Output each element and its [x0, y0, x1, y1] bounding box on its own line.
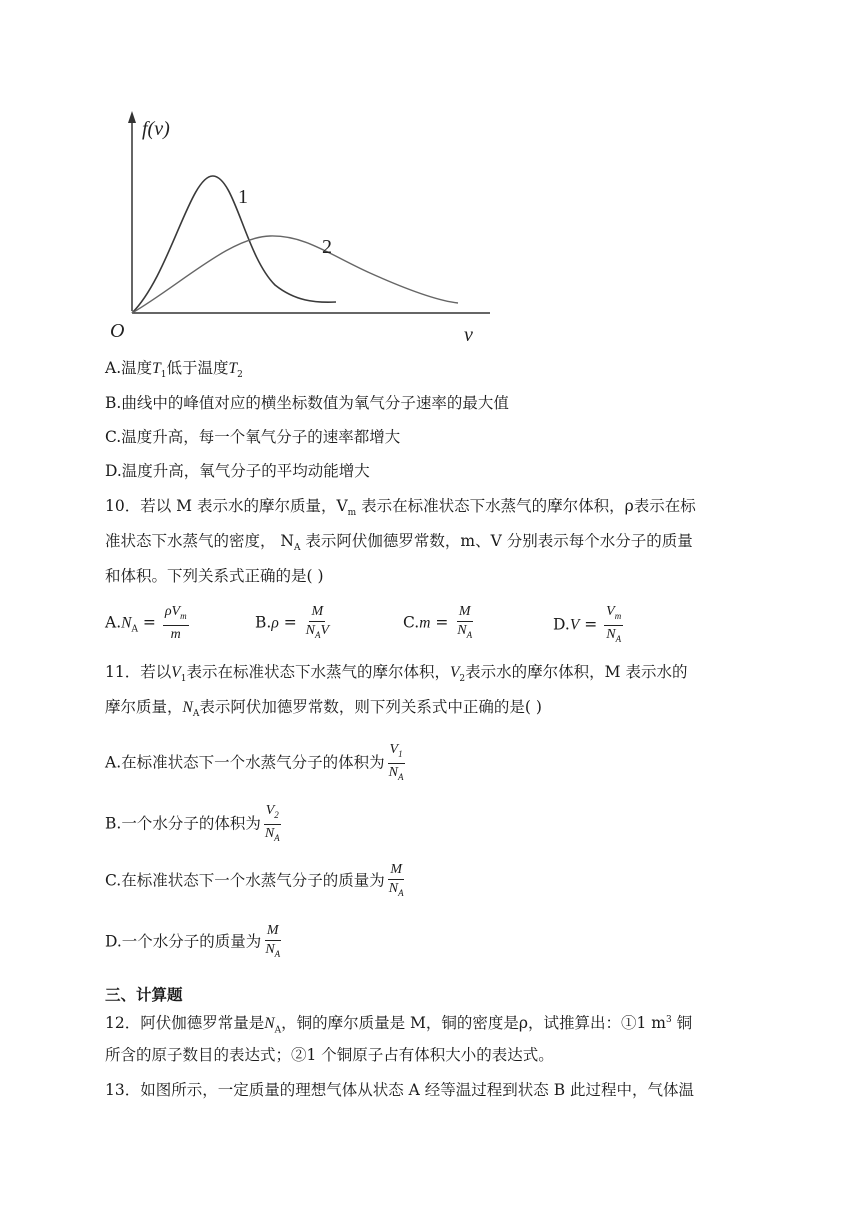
- q11-line1-a: 11．若以: [105, 663, 172, 681]
- q11-b-numerator: V: [265, 803, 275, 818]
- q11-c-denominator-sub: A: [398, 887, 404, 898]
- q10-d-lhs: V: [569, 616, 580, 634]
- q11-line-1: [105, 662, 687, 689]
- q9-a-prefix: A.温度: [105, 359, 153, 377]
- q9-a-mid: 低于温度: [166, 359, 229, 377]
- q12-line-2: 所含的原子数目的表达式；②1 个铜原子占有体积大小的表达式。: [105, 1046, 554, 1064]
- q11-d-fraction: [263, 923, 282, 962]
- q12-line1-a: 12．阿伏伽德罗常量是: [105, 1014, 265, 1033]
- q10-option-b: [255, 604, 331, 643]
- q11-c-fraction: [387, 862, 406, 901]
- q9-option-a: [105, 358, 243, 385]
- q11-a-fraction: [387, 742, 406, 785]
- q9-option-b: B.曲线中的峰值对应的横坐标数值为氧气分子速率的最大值: [105, 394, 509, 412]
- q10-c-lhs: m: [419, 614, 431, 632]
- q9-option-c: C.温度升高，每一个氧气分子的速率都增大: [105, 428, 401, 446]
- q10-c-fraction: [455, 604, 474, 643]
- q10-a-fraction: [163, 604, 189, 643]
- q11-line1-c: 表示水的摩尔体积，M 表示水的: [465, 663, 688, 681]
- origin-label: O: [110, 320, 125, 342]
- q11-option-b: [105, 803, 282, 846]
- equals-sign: =: [278, 613, 302, 632]
- q11-option-a: [105, 742, 405, 785]
- curve-2-label: 2: [322, 236, 332, 258]
- q10-line1-rest: 表示在标准状态下水蒸气的摩尔体积，ρ表示在标: [356, 497, 696, 515]
- q10-d-denominator-sub: A: [615, 633, 622, 644]
- q10-a-label: A.: [105, 613, 122, 632]
- q11-d-denominator-sub: A: [274, 948, 281, 959]
- q11-a-numerator-sub: 1: [398, 748, 403, 759]
- q11-c-text: C.在标准状态下一个水蒸气分子的质量为: [105, 871, 385, 890]
- equals-sign: =: [579, 615, 603, 634]
- v1-symbol: V: [171, 664, 181, 681]
- velocity-distribution-graph: [100, 105, 500, 350]
- q11-d-numerator: M: [265, 923, 281, 941]
- equals-sign: =: [430, 613, 454, 632]
- q10-b-denominator: N: [305, 623, 315, 638]
- q10-line2-text: 准状态下水蒸气的密度， N: [105, 532, 294, 550]
- q10-option-c: [403, 604, 474, 643]
- na-symbol: N: [264, 1015, 275, 1033]
- q10-a-numerator-sub: m: [180, 610, 187, 621]
- q11-line2-a: 摩尔质量，: [105, 698, 183, 716]
- q13-line-1: 13．如图所示，一定质量的理想气体从状态 A 经等温过程到状态 B 此过程中，气体温: [105, 1081, 695, 1099]
- q11-b-denominator: N: [264, 825, 275, 841]
- q11-c-denominator: N: [388, 881, 399, 896]
- q11-b-numerator-sub: 2: [274, 809, 279, 820]
- q11-a-denominator-sub: A: [397, 771, 404, 782]
- q11-line2-b: 表示阿伏加德罗常数，则下列关系式中正确的是( ): [199, 698, 542, 716]
- q12-line-1: [105, 1010, 692, 1040]
- na-subscript: A: [294, 543, 301, 554]
- q10-option-d: [553, 604, 623, 647]
- q11-a-denominator: N: [388, 764, 398, 780]
- q11-line-2: [105, 697, 542, 724]
- q10-d-numerator-sub: m: [614, 610, 622, 621]
- na-symbol: N: [182, 699, 193, 716]
- t1-subscript: 1: [160, 370, 167, 381]
- q11-b-text: B.一个水分子的体积为: [105, 814, 261, 833]
- t1-symbol: T: [152, 360, 161, 377]
- q11-b-denominator-sub: A: [274, 832, 280, 843]
- q11-a-numerator: V: [389, 742, 399, 757]
- cubic-superscript: 3: [665, 1015, 672, 1025]
- q10-a-denominator: m: [170, 626, 181, 642]
- q10-line1-text: 10．若以 M 表示水的摩尔质量，V: [105, 497, 348, 515]
- t2-subscript: 2: [237, 370, 243, 381]
- equals-sign: =: [137, 613, 161, 632]
- q10-b-label: B.: [255, 613, 272, 632]
- q11-option-c: [105, 862, 406, 901]
- y-axis-arrow: [128, 111, 136, 123]
- q10-line-2: [105, 531, 693, 558]
- q10-d-denominator: N: [606, 626, 616, 642]
- q9-option-d: D.温度升高，氧气分子的平均动能增大: [105, 462, 370, 480]
- q10-a-numerator: ρV: [164, 604, 181, 619]
- v2-symbol: V: [449, 664, 460, 681]
- v1-subscript: 1: [180, 674, 187, 685]
- q11-c-numerator: M: [388, 862, 404, 880]
- q10-b-denominator-rest: V: [320, 623, 330, 638]
- q10-b-denominator-sub: A: [314, 629, 321, 640]
- q10-d-label: D.: [553, 615, 570, 634]
- q11-line1-b: 表示在标准状态下水蒸气的摩尔体积，: [186, 663, 450, 681]
- t2-symbol: T: [228, 360, 238, 377]
- q12-line1-c: 铜: [671, 1014, 693, 1033]
- v2-subscript: 2: [459, 674, 466, 685]
- curve-1-label: 1: [238, 186, 248, 208]
- vm-subscript: m: [347, 508, 357, 519]
- q12-line1-b: ，铜的摩尔质量是 M，铜的密度是ρ，试推算出：①1 m: [281, 1014, 666, 1033]
- q10-b-lhs: ρ: [271, 614, 279, 632]
- na-subscript: A: [192, 709, 200, 720]
- curve-2: [132, 236, 458, 313]
- q10-c-denominator: N: [457, 623, 467, 638]
- q10-line-1: [105, 496, 696, 523]
- q11-option-d: [105, 923, 282, 962]
- q10-c-numerator: M: [457, 604, 473, 622]
- q11-a-text: A.在标准状态下一个水蒸气分子的体积为: [105, 753, 385, 772]
- q10-a-lhs-sub: A: [131, 624, 138, 635]
- q10-a-lhs: N: [121, 614, 132, 632]
- q11-d-text: D.一个水分子的质量为: [105, 932, 262, 951]
- q10-c-denominator-sub: A: [466, 629, 473, 640]
- q10-option-a: [105, 604, 189, 643]
- q11-d-denominator: N: [265, 942, 275, 957]
- q10-c-label: C.: [403, 613, 420, 632]
- na-subscript: A: [274, 1025, 282, 1036]
- q10-d-fraction: [604, 604, 623, 647]
- section-heading-calculation: 三、计算题: [105, 986, 183, 1004]
- q10-b-fraction: [304, 604, 331, 643]
- q11-b-fraction: [263, 803, 282, 846]
- q10-b-numerator: M: [309, 604, 325, 622]
- q10-line-3: 和体积。下列关系式正确的是( ): [105, 567, 324, 585]
- q10-d-numerator: V: [606, 604, 615, 619]
- y-axis-label: f(v): [142, 118, 170, 140]
- q10-line2-rest: 表示阿伏伽德罗常数，m、V 分别表示每个水分子的质量: [300, 532, 693, 550]
- x-axis-label: v: [464, 324, 473, 346]
